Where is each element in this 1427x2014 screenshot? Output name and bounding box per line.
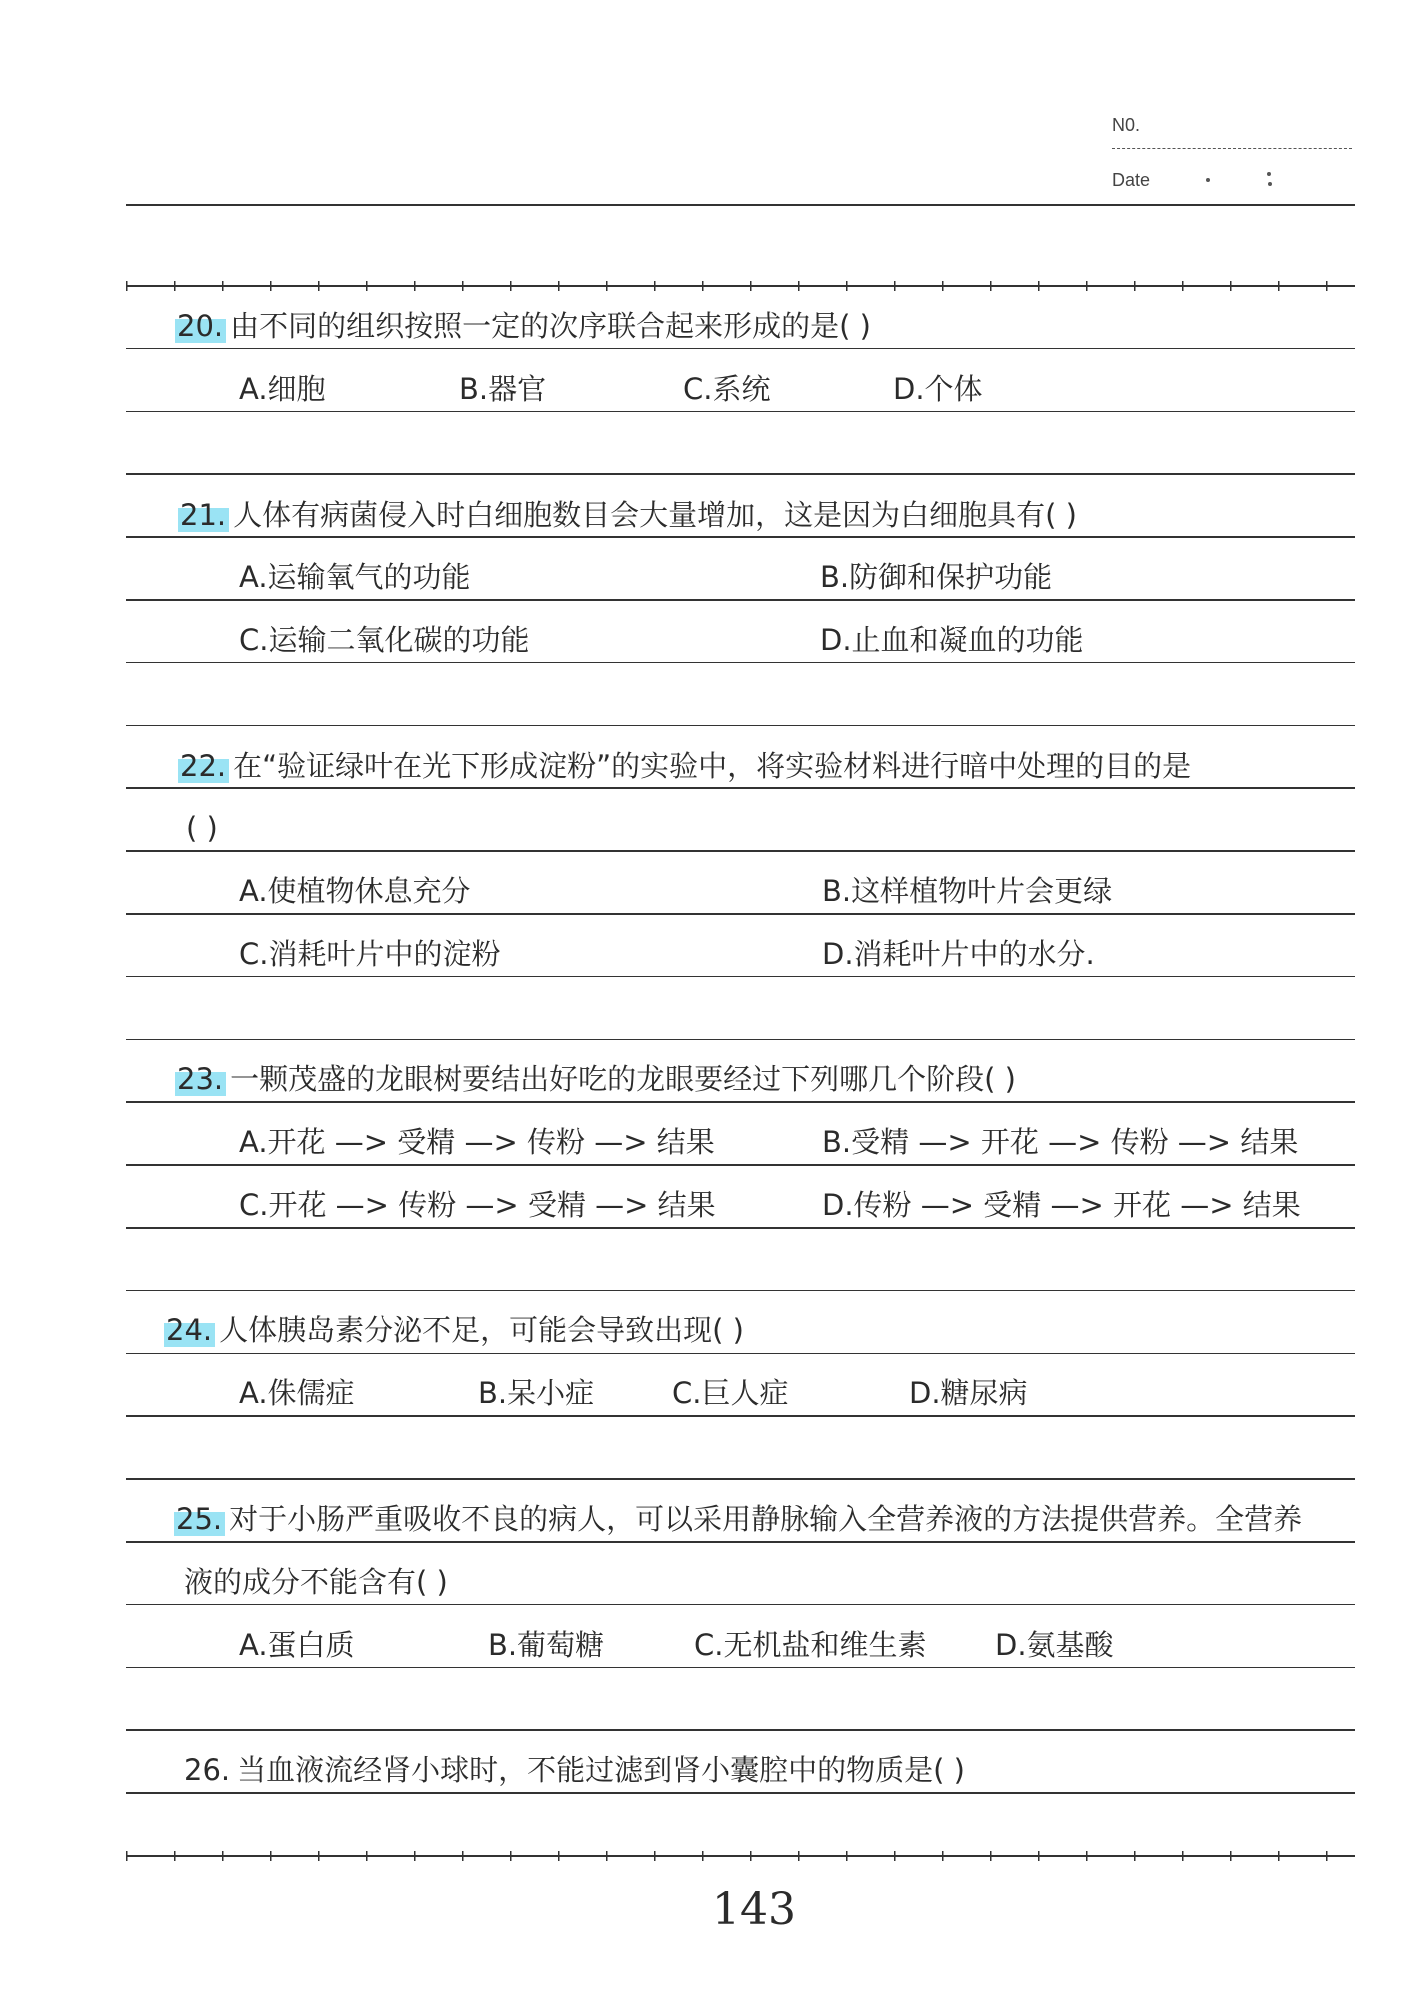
- no-dashed-line: [1112, 148, 1352, 149]
- question-25: [174, 1501, 1302, 1537]
- question-text-continued: ( ): [186, 811, 218, 845]
- option-b: B.葡萄糖: [488, 1628, 605, 1662]
- question-number: 20.: [175, 309, 226, 343]
- ruled-line: [126, 662, 1355, 664]
- question-number: 24.: [164, 1313, 215, 1347]
- question-text: 人体有病菌侵入时白细胞数目会大量增加，这是因为白细胞具有( ): [233, 498, 1077, 532]
- option-c: C.运输二氧化碳的功能: [239, 623, 530, 657]
- ruled-line: [126, 913, 1355, 915]
- ruled-line: [126, 850, 1355, 852]
- date-label: Date: [1112, 170, 1151, 190]
- ruled-line: [126, 1541, 1355, 1543]
- question-number: 21.: [178, 498, 229, 532]
- question-text: 一颗茂盛的龙眼树要结出好吃的龙眼要经过下列哪几个阶段( ): [230, 1062, 1016, 1096]
- ruled-line: [126, 1039, 1355, 1041]
- option-b: B.受精 —> 开花 —> 传粉 —> 结果: [822, 1125, 1299, 1159]
- ruled-line: [126, 473, 1355, 475]
- date-separator-dot: [1206, 178, 1210, 182]
- question-21: [178, 497, 1077, 533]
- option-c: C.开花 —> 传粉 —> 受精 —> 结果: [239, 1188, 716, 1222]
- question-22: [178, 748, 1191, 784]
- no-label: N0.: [1112, 115, 1141, 135]
- question-number: 22.: [178, 749, 229, 783]
- date-separator-dot: [1267, 172, 1271, 176]
- option-d: D.氨基酸: [995, 1628, 1114, 1662]
- option-d: D.传粉 —> 受精 —> 开花 —> 结果: [822, 1188, 1301, 1222]
- question-20: [175, 308, 871, 344]
- option-b: B.这样植物叶片会更绿: [822, 874, 1113, 908]
- question-text: 当血液流经肾小球时，不能过滤到肾小囊腔中的物质是( ): [237, 1753, 965, 1787]
- page-number: 143: [712, 1884, 796, 1935]
- header-rule: [126, 204, 1355, 206]
- option-c: C.系统: [683, 372, 771, 406]
- option-a: A.运输氧气的功能: [239, 560, 471, 594]
- option-b: B.器官: [459, 372, 547, 406]
- ruled-line: [126, 599, 1355, 601]
- ruled-line: [126, 1792, 1355, 1794]
- question-number: 25.: [174, 1502, 225, 1536]
- option-d: D.个体: [893, 372, 983, 406]
- question-number: 23.: [175, 1062, 226, 1096]
- ruled-line: [126, 725, 1355, 727]
- ruled-line: [126, 536, 1355, 538]
- ruled-line: [126, 1101, 1355, 1103]
- ruled-line: [126, 348, 1355, 350]
- question-text: 对于小肠严重吸收不良的病人，可以采用静脉输入全营养液的方法提供营养。全营养: [229, 1502, 1303, 1536]
- ruled-line: [126, 1227, 1355, 1229]
- option-a: A.细胞: [239, 372, 326, 406]
- ruled-line: [126, 976, 1355, 978]
- ruled-line: [126, 1604, 1355, 1606]
- option-b: B.防御和保护功能: [820, 560, 1053, 594]
- option-c: C.消耗叶片中的淀粉: [239, 937, 501, 971]
- option-a: A.蛋白质: [239, 1628, 355, 1662]
- question-text: 由不同的组织按照一定的次序联合起来形成的是( ): [230, 309, 871, 343]
- option-c: C.无机盐和维生素: [694, 1628, 927, 1662]
- question-text-continued: 液的成分不能含有( ): [184, 1565, 448, 1599]
- option-a: A.使植物休息充分: [239, 874, 471, 908]
- ruled-line: [126, 787, 1355, 789]
- option-d: D.止血和凝血的功能: [820, 623, 1084, 657]
- ruled-line: [126, 1478, 1355, 1480]
- ruled-line: [126, 1667, 1355, 1669]
- question-number: 26.: [184, 1753, 231, 1787]
- ruled-line: [126, 1729, 1355, 1731]
- option-a: A.开花 —> 受精 —> 传粉 —> 结果: [239, 1125, 715, 1159]
- question-26: [182, 1752, 965, 1788]
- ruled-line: [126, 1164, 1355, 1166]
- ruled-line: [126, 1415, 1355, 1417]
- ruled-line: [126, 1353, 1355, 1355]
- option-b: B.呆小症: [478, 1376, 595, 1410]
- ruled-line: [126, 1290, 1355, 1292]
- question-text: 在“验证绿叶在光下形成淀粉”的实验中，将实验材料进行暗中处理的目的是: [233, 749, 1192, 783]
- option-d: D.消耗叶片中的水分.: [822, 937, 1095, 971]
- ruled-line: [126, 411, 1355, 413]
- date-separator-dot: [1268, 182, 1272, 186]
- option-a: A.侏儒症: [239, 1376, 355, 1410]
- option-d: D.糖尿病: [909, 1376, 1028, 1410]
- tick-marks-bottom: [126, 1851, 1355, 1861]
- question-24: [164, 1312, 744, 1348]
- question-text: 人体胰岛素分泌不足，可能会导致出现( ): [219, 1313, 744, 1347]
- question-23: [175, 1061, 1016, 1097]
- option-c: C.巨人症: [672, 1376, 789, 1410]
- tick-marks-top: [126, 281, 1355, 291]
